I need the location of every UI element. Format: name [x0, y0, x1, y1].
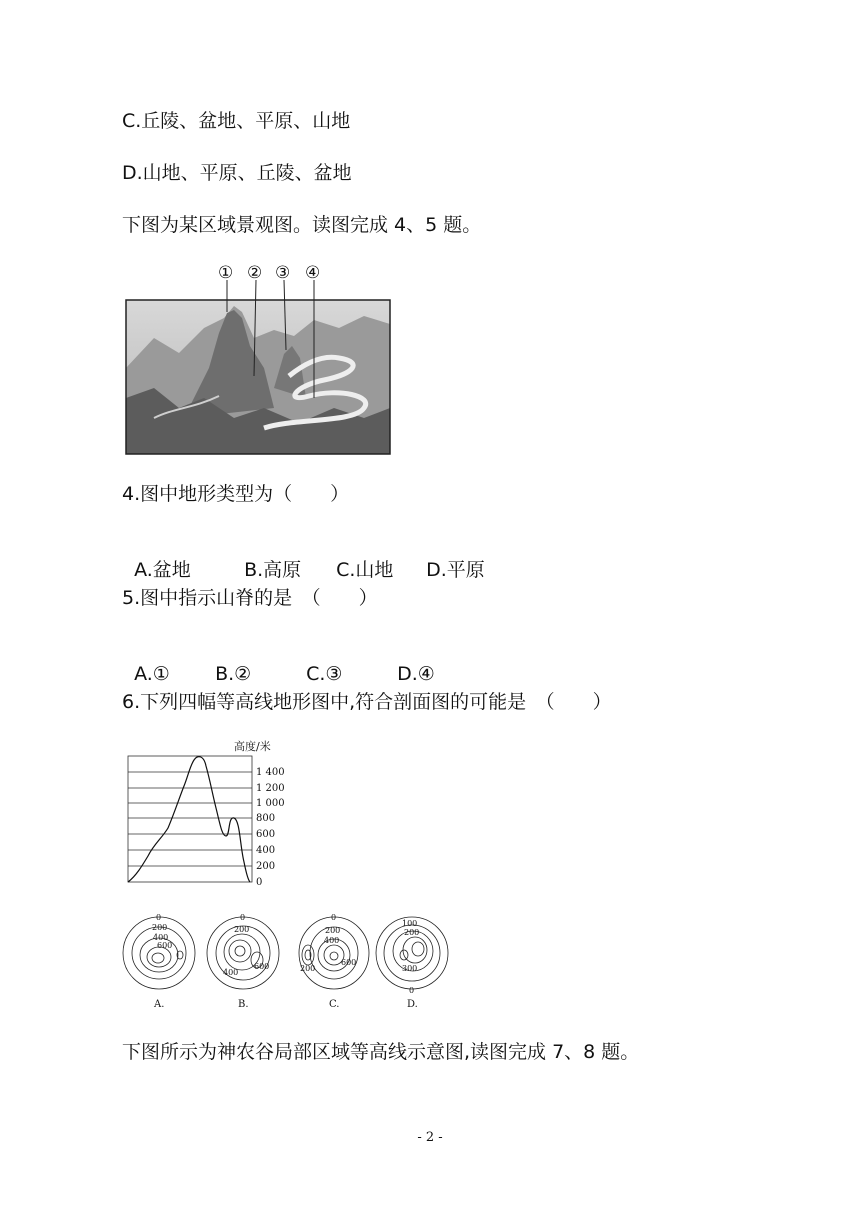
- q4-option-c: C.山地: [336, 559, 394, 581]
- intro-q4-q5: 下图为某区域景观图。读图完成 4、5 题。: [122, 214, 482, 236]
- map-a-label-0: 0: [156, 913, 162, 922]
- map-d-caption: D.: [407, 999, 418, 1010]
- contour-map-options: [122, 905, 462, 1015]
- profile-tick-1400: 1 400: [256, 767, 285, 778]
- map-a-label-200: 200: [152, 923, 168, 932]
- q4-option-a: A.盆地: [134, 559, 191, 581]
- q5-option-a: A.①: [134, 663, 170, 685]
- map-c-label-400: 400: [324, 936, 340, 945]
- map-c-label-600: 600: [341, 958, 357, 967]
- q5-stem: 5.图中指示山脊的是 （ ）: [122, 587, 378, 609]
- landscape-photo: [124, 258, 394, 458]
- q4-option-b: B.高原: [244, 559, 302, 581]
- map-b-label-600: 600: [254, 962, 270, 971]
- q5-option-d: D.④: [397, 663, 435, 685]
- profile-tick-600: 600: [256, 829, 276, 840]
- map-d-label-200: 200: [404, 928, 420, 937]
- map-b-caption: B.: [238, 999, 249, 1010]
- photo-marker-3: ③: [275, 263, 291, 283]
- q4-stem: 4.图中地形类型为（ ）: [122, 483, 350, 505]
- profile-tick-1200: 1 200: [256, 783, 285, 794]
- q4-options: [122, 534, 485, 582]
- map-c-caption: C.: [329, 999, 340, 1010]
- map-b-label-0: 0: [240, 913, 246, 922]
- photo-marker-2: ②: [247, 263, 263, 283]
- q5-options: [122, 638, 435, 686]
- q5-option-c: C.③: [306, 663, 343, 685]
- q4-option-d: D.平原: [426, 559, 485, 581]
- photo-marker-1: ①: [218, 263, 234, 283]
- q6-stem: 6.下列四幅等高线地形图中,符合剖面图的可能是 （ ）: [122, 691, 612, 713]
- map-b-label-200: 200: [234, 925, 250, 934]
- profile-tick-0: 0: [256, 877, 263, 888]
- map-c-label-200-left: 200: [300, 964, 316, 973]
- map-a-label-600: 600: [157, 941, 173, 950]
- map-d-label-300: 300: [402, 964, 418, 973]
- profile-tick-200: 200: [256, 861, 276, 872]
- map-c-label-0: 0: [331, 913, 337, 922]
- q5-option-b: B.②: [215, 663, 252, 685]
- map-d-label-0: 0: [409, 986, 415, 995]
- intro-q7-q8: 下图所示为神农谷局部区域等高线示意图,读图完成 7、8 题。: [122, 1041, 640, 1063]
- map-d-label-100: 100: [402, 919, 418, 928]
- profile-tick-1000: 1 000: [256, 798, 285, 809]
- profile-tick-800: 800: [256, 813, 276, 824]
- q3-option-d: D.山地、平原、丘陵、盆地: [122, 162, 352, 184]
- map-b-label-400: 400: [223, 968, 239, 977]
- profile-tick-400: 400: [256, 845, 276, 856]
- photo-marker-4: ④: [305, 263, 321, 283]
- profile-axis-title: 高度/米: [234, 740, 271, 753]
- q3-option-c: C.丘陵、盆地、平原、山地: [122, 110, 351, 132]
- map-c-label-200: 200: [325, 926, 341, 935]
- map-a-caption: A.: [154, 999, 165, 1010]
- map-a-label-400: 400: [153, 933, 169, 942]
- elevation-profile: [122, 736, 297, 891]
- page-number: - 2 -: [417, 1130, 443, 1145]
